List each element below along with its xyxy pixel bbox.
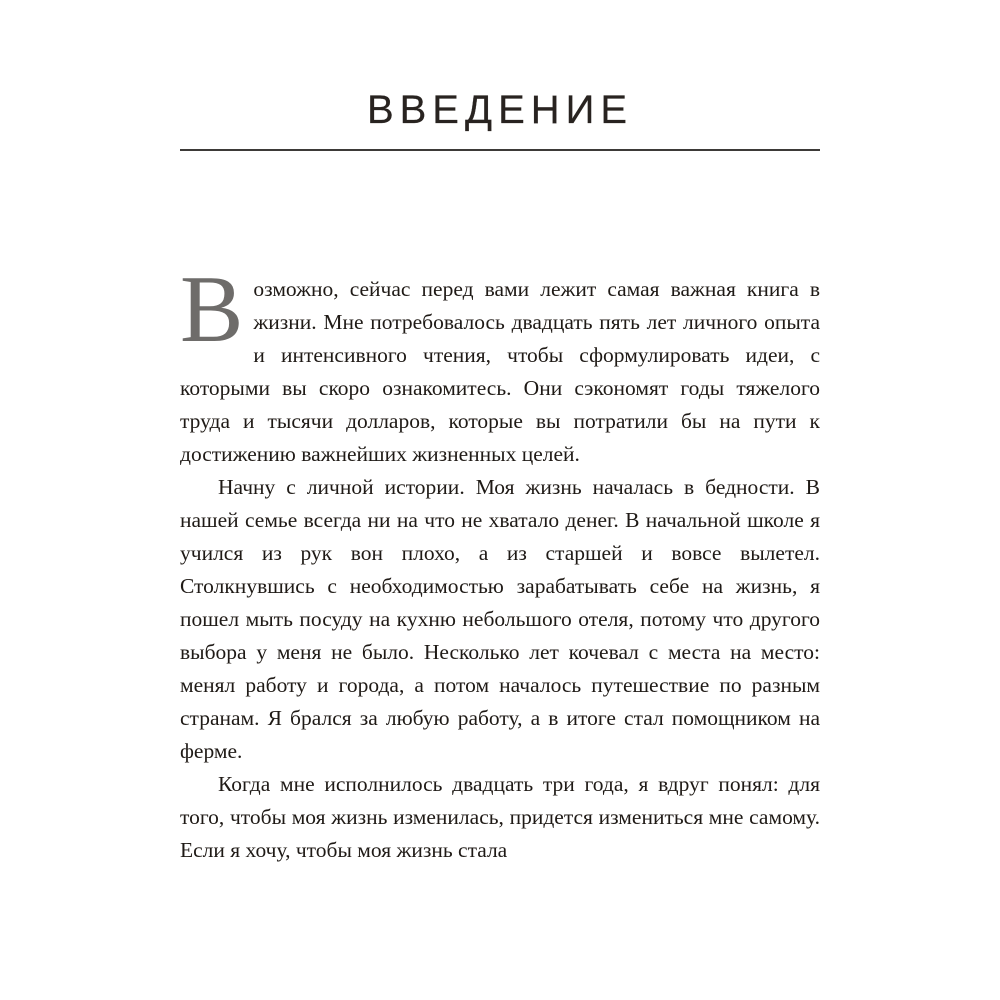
paragraph: [180, 256, 820, 471]
page-content: [180, 0, 820, 867]
chapter-title: ВВЕДЕНИЕ: [366, 88, 634, 132]
body-text: [180, 256, 820, 867]
paragraph: Когда мне исполнилось двадцать три года, я вдруг понял: для того, чтобы моя жизнь изменилась, придется измениться мне самому. Если я хочу, чтобы моя жизнь стала: [180, 772, 820, 862]
paragraph-text: озможно, сейчас перед вами лежит самая важная книга в жизни. Мне потребовалось двадцать пять лет личного опыта и интенсивного чтения, чтобы сформулировать идеи, с которыми вы скоро ознакомитесь. Они сэкономят годы тяжелого труда и тысячи долларов, которые вы потратили бы на пути к достижению важнейших жизненных целей.: [180, 277, 820, 466]
drop-cap: В: [180, 256, 244, 362]
paragraph: Начну с личной истории. Моя жизнь началась в бедности. В нашей семье всегда ни на что не хватало денег. В начальной школе я учился из рук вон плохо, а из старшей и вовсе вылетел. Столкнувшись с необходимостью зарабатывать себе на жизнь, я пошел мыть посуду на кухню небольшого отеля, потому что другого выбора у меня не было. Несколько лет кочевал с места на место: менял работу и города, а потом началось путешествие по разным странам. Я брался за любую работу, а в итоге стал помощником на ферме.: [180, 475, 820, 763]
title-rule: [180, 149, 820, 151]
